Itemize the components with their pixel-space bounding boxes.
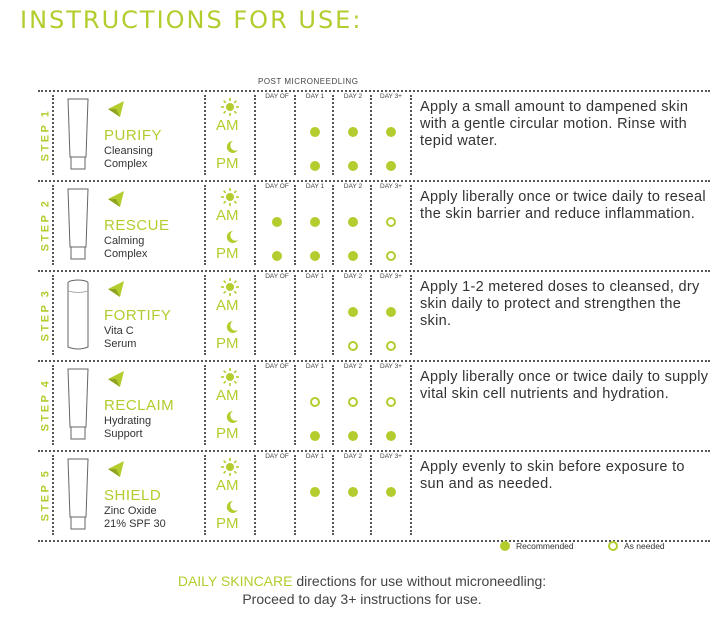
column-divider bbox=[410, 95, 412, 175]
column-divider bbox=[294, 185, 296, 265]
page-title: INSTRUCTIONS FOR USE: bbox=[20, 6, 363, 34]
column-divider bbox=[52, 95, 54, 175]
column-divider bbox=[204, 185, 206, 265]
product-name: RESCUE bbox=[104, 217, 170, 234]
moon-icon bbox=[224, 319, 240, 335]
step-label bbox=[38, 271, 52, 359]
column-divider bbox=[370, 95, 372, 175]
step-row bbox=[38, 361, 710, 451]
am-as-needed-dot bbox=[310, 397, 320, 407]
column-divider bbox=[370, 275, 372, 355]
column-divider bbox=[204, 95, 206, 175]
am-recommended-dot bbox=[272, 217, 282, 227]
day-column-header: DAY OF bbox=[265, 93, 289, 100]
product-subtitle: Serum bbox=[104, 338, 137, 350]
column-divider bbox=[52, 365, 54, 445]
column-divider bbox=[204, 365, 206, 445]
am-as-needed-dot bbox=[348, 397, 358, 407]
column-divider bbox=[254, 95, 256, 175]
step-label-text: STEP 2 bbox=[39, 198, 51, 252]
pm-recommended-dot bbox=[348, 431, 358, 441]
column-divider bbox=[332, 455, 334, 535]
pm-label: PM bbox=[216, 335, 239, 352]
column-divider bbox=[52, 185, 54, 265]
pm-recommended-dot bbox=[272, 251, 282, 261]
am-recommended-dot bbox=[386, 307, 396, 317]
column-divider bbox=[254, 455, 256, 535]
am-recommended-dot bbox=[310, 487, 320, 497]
day-column-header: DAY 1 bbox=[305, 183, 325, 190]
product-name: RECLAIM bbox=[104, 397, 175, 414]
sun-icon bbox=[220, 457, 240, 477]
column-divider bbox=[254, 275, 256, 355]
day-column-header: DAY OF bbox=[265, 273, 289, 280]
step-description: Apply liberally once or twice daily to supply vital skin cell nutrients and hydration. bbox=[420, 369, 709, 402]
step-label bbox=[38, 361, 52, 449]
column-divider bbox=[52, 275, 54, 355]
am-label: AM bbox=[216, 207, 239, 224]
pm-as-needed-dot bbox=[386, 341, 396, 351]
product-subtitle: Cleansing bbox=[104, 145, 153, 157]
pm-recommended-dot bbox=[386, 161, 396, 171]
column-divider bbox=[332, 95, 334, 175]
step-description: Apply evenly to skin before exposure to sun and as needed. bbox=[420, 459, 685, 492]
footer-line-1-rest: directions for use without microneedling: bbox=[292, 573, 547, 589]
step-row bbox=[38, 451, 710, 541]
column-divider bbox=[410, 365, 412, 445]
day-column-header: DAY 1 bbox=[305, 453, 325, 460]
am-recommended-dot bbox=[348, 217, 358, 227]
tube-icon bbox=[66, 457, 90, 531]
pm-recommended-dot bbox=[310, 251, 320, 261]
day-column-header: DAY 1 bbox=[305, 93, 325, 100]
column-divider bbox=[254, 185, 256, 265]
am-as-needed-dot bbox=[386, 217, 396, 227]
am-as-needed-dot bbox=[386, 397, 396, 407]
step-label bbox=[38, 181, 52, 269]
column-divider bbox=[52, 455, 54, 535]
pm-recommended-dot bbox=[348, 161, 358, 171]
pm-label: PM bbox=[216, 155, 239, 172]
am-recommended-dot bbox=[310, 217, 320, 227]
step-label-text: STEP 3 bbox=[39, 288, 51, 342]
product-name: PURIFY bbox=[104, 127, 163, 144]
step-description: Apply a small amount to dampened skin with a gentle circular motion. Rinse with tepid water. bbox=[420, 99, 689, 149]
moon-icon bbox=[224, 409, 240, 425]
product-subtitle: 21% SPF 30 bbox=[104, 518, 166, 530]
product-subtitle: Vita C bbox=[104, 325, 134, 337]
product-name: SHIELD bbox=[104, 487, 162, 504]
pm-as-needed-dot bbox=[348, 341, 358, 351]
step-label-text: STEP 5 bbox=[39, 468, 51, 522]
day-column-header: DAY OF bbox=[265, 453, 289, 460]
product-subtitle: Zinc Oxide bbox=[104, 505, 157, 517]
tube-icon bbox=[66, 97, 90, 171]
day-column-header: DAY 2 bbox=[343, 273, 363, 280]
step-label-text: STEP 1 bbox=[39, 108, 51, 162]
product-subtitle: Hydrating bbox=[104, 415, 152, 427]
brand-triangle-icon bbox=[106, 99, 126, 119]
step-description: Apply 1-2 metered doses to cleansed, dry skin daily to protect and strengthen the skin. bbox=[420, 279, 700, 329]
legend-as-needed bbox=[608, 541, 665, 551]
pm-recommended-dot bbox=[310, 431, 320, 441]
as-needed-dot-icon bbox=[608, 541, 618, 551]
am-label: AM bbox=[216, 387, 239, 404]
step-row bbox=[38, 181, 710, 271]
day-column-header: DAY 1 bbox=[305, 363, 325, 370]
product-subtitle: Complex bbox=[104, 248, 148, 260]
product-name: FORTIFY bbox=[104, 307, 172, 324]
sun-icon bbox=[220, 187, 240, 207]
column-divider bbox=[294, 95, 296, 175]
pm-recommended-dot bbox=[348, 251, 358, 261]
tube-icon bbox=[66, 187, 90, 261]
legend-recommended bbox=[500, 541, 574, 551]
step-row bbox=[38, 91, 710, 181]
day-column-header: DAY OF bbox=[265, 363, 289, 370]
column-divider bbox=[370, 365, 372, 445]
am-recommended-dot bbox=[386, 127, 396, 137]
pm-label: PM bbox=[216, 425, 239, 442]
step-label bbox=[38, 91, 52, 179]
sun-icon bbox=[220, 367, 240, 387]
am-recommended-dot bbox=[310, 127, 320, 137]
column-divider bbox=[332, 275, 334, 355]
pm-recommended-dot bbox=[386, 431, 396, 441]
pm-recommended-dot bbox=[310, 161, 320, 171]
column-divider bbox=[332, 185, 334, 265]
footer-line-1 bbox=[0, 573, 724, 589]
bottle-icon bbox=[66, 277, 90, 351]
day-column-header: DAY 2 bbox=[343, 363, 363, 370]
column-divider bbox=[410, 185, 412, 265]
pm-label: PM bbox=[216, 245, 239, 262]
step-description: Apply liberally once or twice daily to reseal the skin barrier and reduce inflammation. bbox=[420, 189, 706, 222]
day-column-header: DAY 3+ bbox=[380, 363, 402, 370]
legend-recommended-label: Recommended bbox=[516, 541, 574, 551]
brand-triangle-icon bbox=[106, 459, 126, 479]
column-divider bbox=[370, 185, 372, 265]
day-column-header: DAY 2 bbox=[343, 453, 363, 460]
tube-icon bbox=[66, 367, 90, 441]
step-label bbox=[38, 451, 52, 539]
day-column-header: DAY 1 bbox=[305, 273, 325, 280]
step-label-text: STEP 4 bbox=[39, 378, 51, 432]
brand-triangle-icon bbox=[106, 369, 126, 389]
moon-icon bbox=[224, 139, 240, 155]
am-recommended-dot bbox=[348, 127, 358, 137]
column-divider bbox=[410, 455, 412, 535]
brand-triangle-icon bbox=[106, 279, 126, 299]
am-recommended-dot bbox=[348, 487, 358, 497]
product-subtitle: Calming bbox=[104, 235, 145, 247]
recommended-dot-icon bbox=[500, 541, 510, 551]
moon-icon bbox=[224, 499, 240, 515]
product-subtitle: Complex bbox=[104, 158, 148, 170]
column-divider bbox=[294, 275, 296, 355]
column-divider bbox=[294, 365, 296, 445]
brand-triangle-icon bbox=[106, 189, 126, 209]
sun-icon bbox=[220, 97, 240, 117]
am-recommended-dot bbox=[386, 487, 396, 497]
day-column-header: DAY OF bbox=[265, 183, 289, 190]
pm-label: PM bbox=[216, 515, 239, 532]
footer-line-2: Proceed to day 3+ instructions for use. bbox=[242, 591, 482, 607]
day-column-header: DAY 2 bbox=[343, 93, 363, 100]
day-column-header: DAY 2 bbox=[343, 183, 363, 190]
column-divider bbox=[370, 455, 372, 535]
footer-highlight: DAILY SKINCARE bbox=[177, 573, 293, 589]
am-label: AM bbox=[216, 117, 239, 134]
day-column-header: DAY 3+ bbox=[380, 273, 402, 280]
column-divider bbox=[204, 275, 206, 355]
moon-icon bbox=[224, 229, 240, 245]
column-divider bbox=[332, 365, 334, 445]
sun-icon bbox=[220, 277, 240, 297]
column-divider bbox=[254, 365, 256, 445]
column-divider bbox=[204, 455, 206, 535]
am-label: AM bbox=[216, 477, 239, 494]
step-row bbox=[38, 271, 710, 361]
day-column-header: DAY 3+ bbox=[380, 453, 402, 460]
pm-as-needed-dot bbox=[386, 251, 396, 261]
day-column-header: DAY 3+ bbox=[380, 183, 402, 190]
am-recommended-dot bbox=[348, 307, 358, 317]
legend-as-needed-label: As needed bbox=[624, 541, 665, 551]
product-subtitle: Support bbox=[104, 428, 143, 440]
am-label: AM bbox=[216, 297, 239, 314]
column-divider bbox=[294, 455, 296, 535]
column-divider bbox=[410, 275, 412, 355]
post-microneedling-label: POST MICRONEEDLING bbox=[258, 77, 359, 86]
day-column-header: DAY 3+ bbox=[380, 93, 402, 100]
